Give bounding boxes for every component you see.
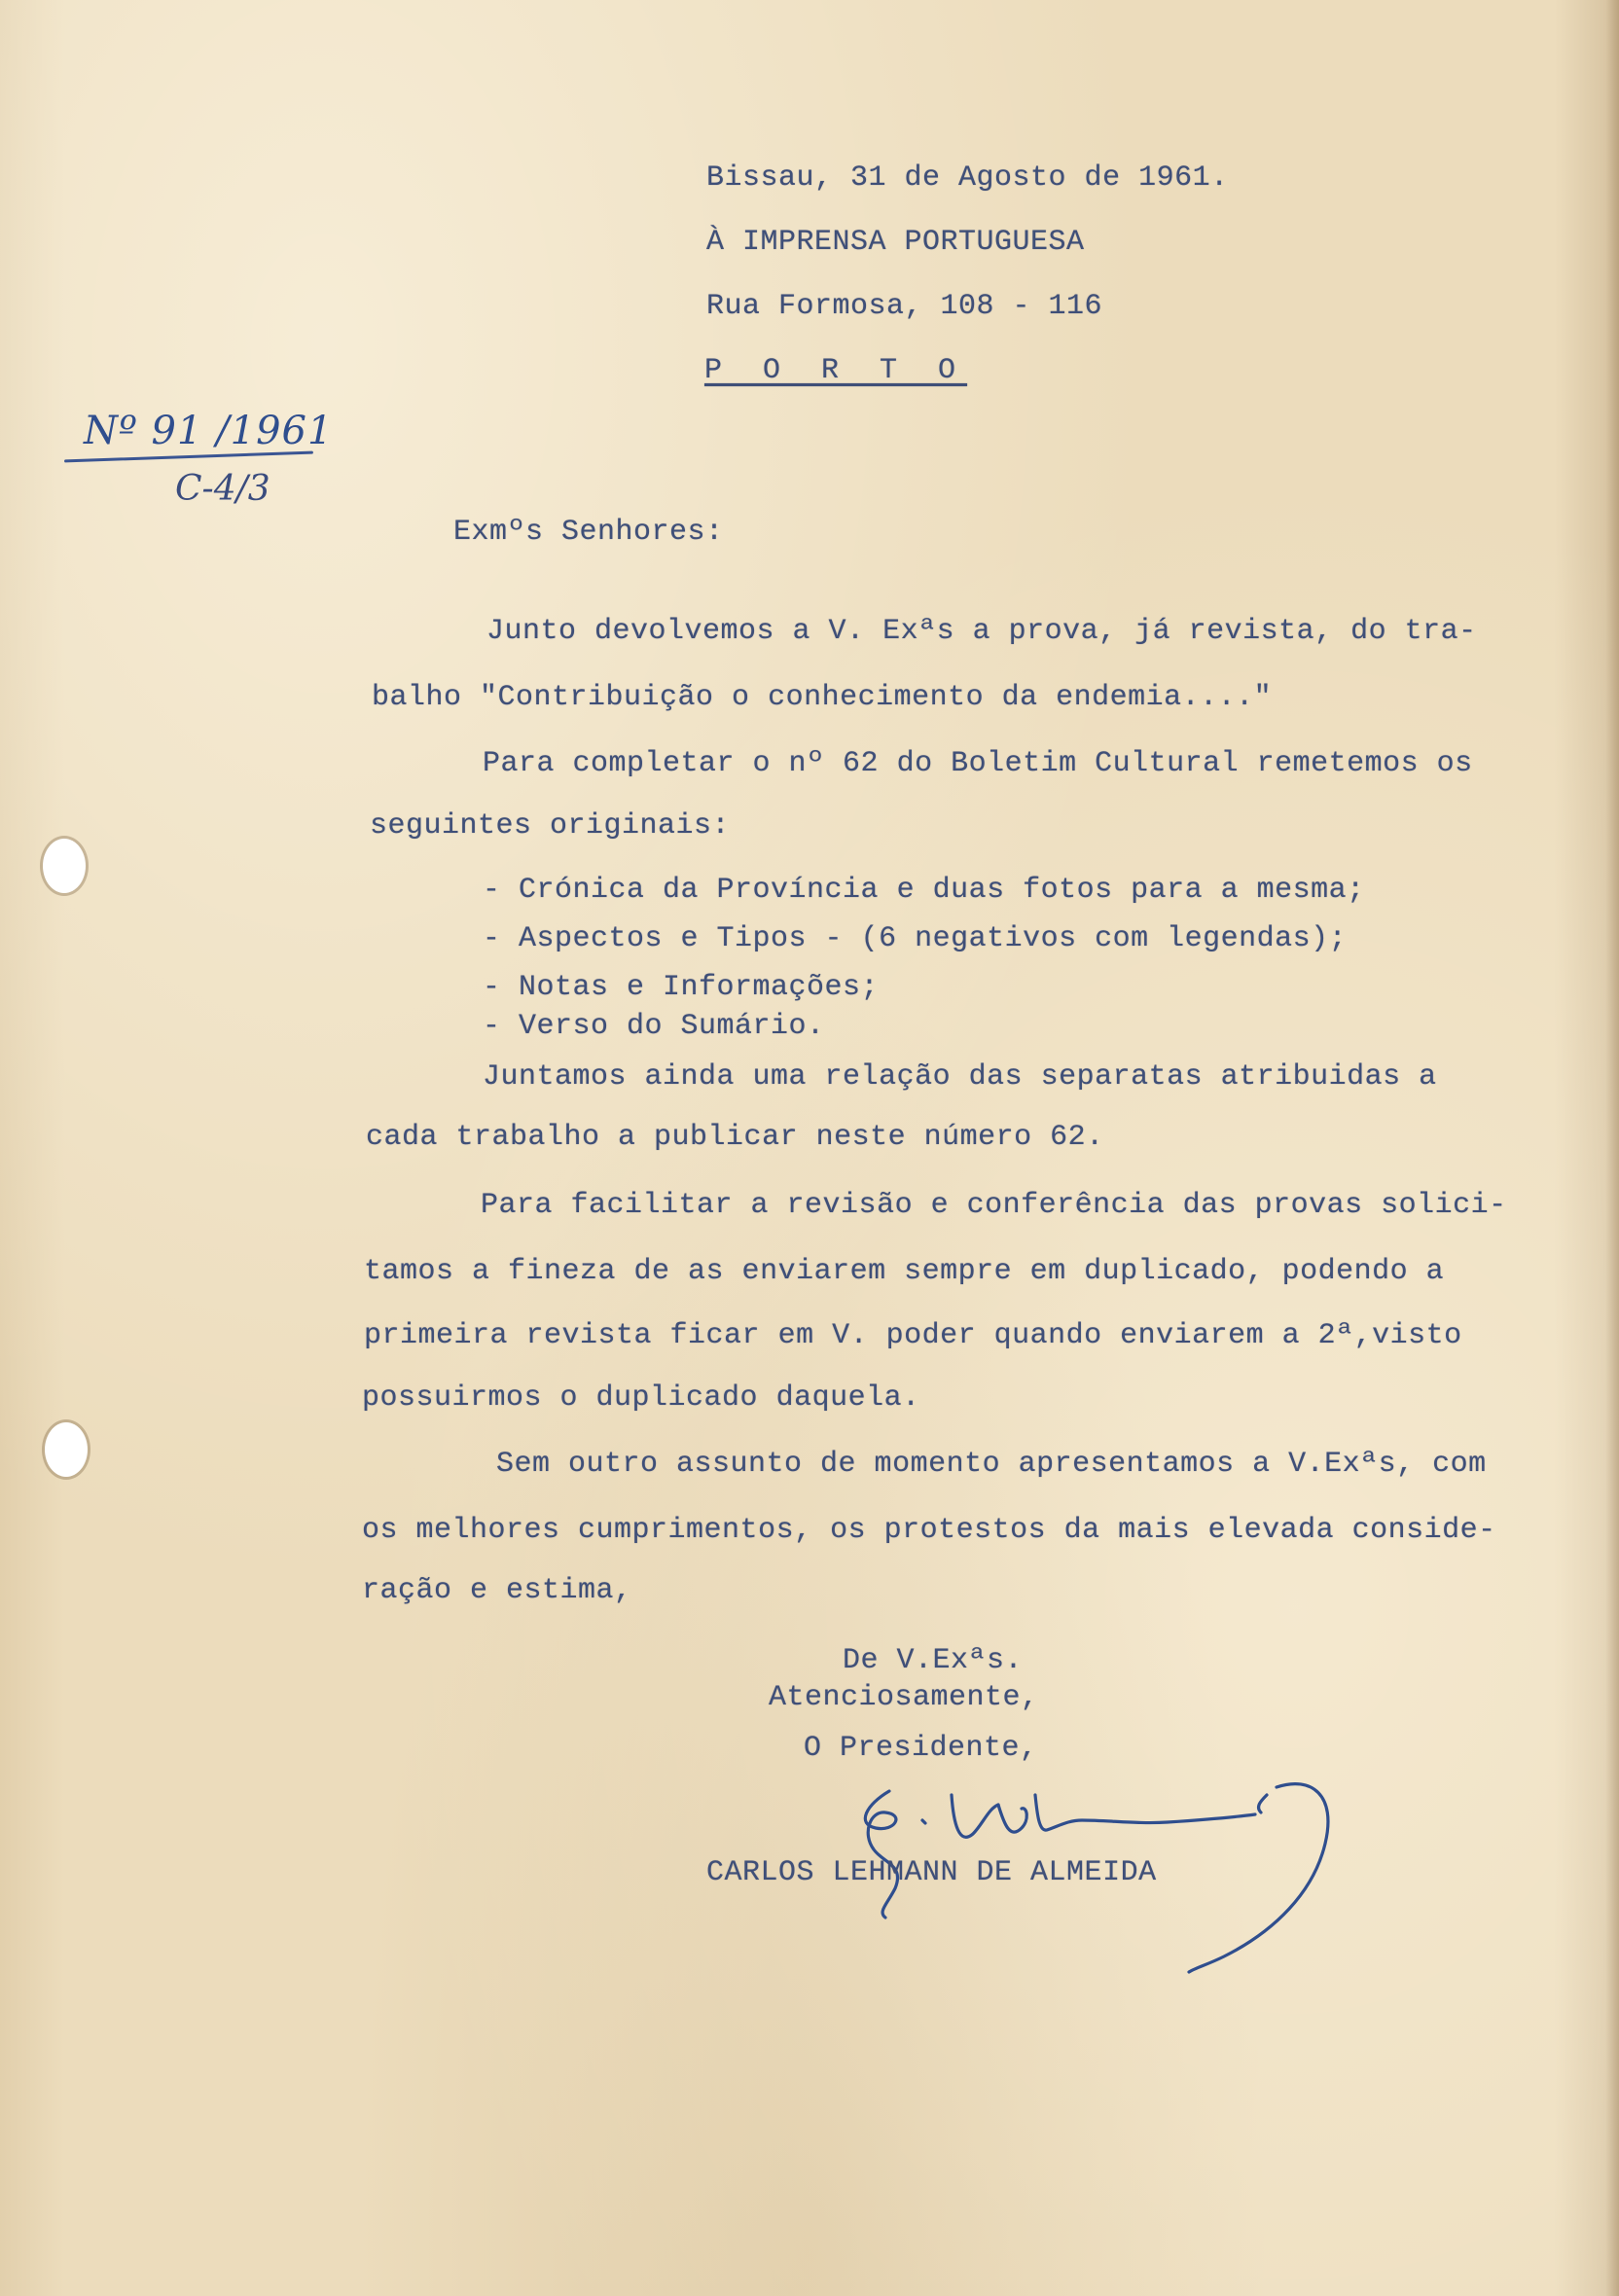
closing-line-2: Atenciosamente, (769, 1681, 1039, 1714)
paragraph-4-line-4: possuirmos o duplicado daquela. (362, 1381, 920, 1415)
paragraph-3-line-2: cada trabalho a publicar neste número 62. (366, 1121, 1104, 1154)
paper-edge-shadow (1605, 0, 1619, 2296)
paragraph-5-line-1: Sem outro assunto de momento apresentamos a V.Exªs, com (496, 1448, 1487, 1481)
list-item: - Verso do Sumário. (483, 1010, 825, 1043)
list-item: - Notas e Informações; (483, 971, 880, 1004)
signatory-name: CARLOS LEHMANN DE ALMEIDA (706, 1856, 1157, 1889)
paragraph-1-line-2: balho "Contribuição o conhecimento da endemia...." (372, 681, 1273, 714)
recipient-address: Rua Formosa, 108 - 116 (706, 290, 1103, 323)
recipient-name: À IMPRENSA PORTUGUESA (706, 226, 1085, 259)
paragraph-2-line-2: seguintes originais: (370, 809, 731, 843)
paragraph-4-line-2: tamos a fineza de as enviarem sempre em duplicado, podendo a (364, 1255, 1445, 1288)
list-item: - Aspectos e Tipos - (6 negativos com legendas); (483, 922, 1348, 955)
list-item: - Crónica da Província e duas fotos para a mesma; (483, 874, 1365, 907)
margin-reference-code: C-4/3 (175, 469, 270, 509)
recipient-city: P O R T O (704, 354, 968, 387)
paragraph-5-line-3: ração e estima, (362, 1574, 632, 1607)
paragraph-4-line-3: primeira revista ficar em V. poder quando enviarem a 2ª,visto (364, 1319, 1462, 1352)
margin-reference-number: Nº 91 /1961 (84, 409, 334, 453)
date-line: Bissau, 31 de Agosto de 1961. (706, 161, 1229, 195)
punch-hole-top (43, 839, 86, 893)
paragraph-1-line-1: Junto devolvemos a V. Exªs a prova, já revista, do tra- (486, 615, 1477, 648)
paragraph-3-line-1: Juntamos ainda uma relação das separatas atribuidas a (483, 1060, 1437, 1094)
punch-hole-bottom (45, 1422, 88, 1477)
paragraph-2-line-1: Para completar o nº 62 do Boletim Cultural remetemos os (483, 747, 1473, 780)
closing-line-1: De V.Exªs. (843, 1644, 1024, 1677)
closing-line-3: O Presidente, (804, 1732, 1038, 1765)
paragraph-5-line-2: os melhores cumprimentos, os protestos da mais elevada conside- (362, 1514, 1496, 1547)
paragraph-4-line-1: Para facilitar a revisão e conferência das provas solici- (481, 1189, 1507, 1222)
salutation: Exmºs Senhores: (453, 516, 724, 549)
